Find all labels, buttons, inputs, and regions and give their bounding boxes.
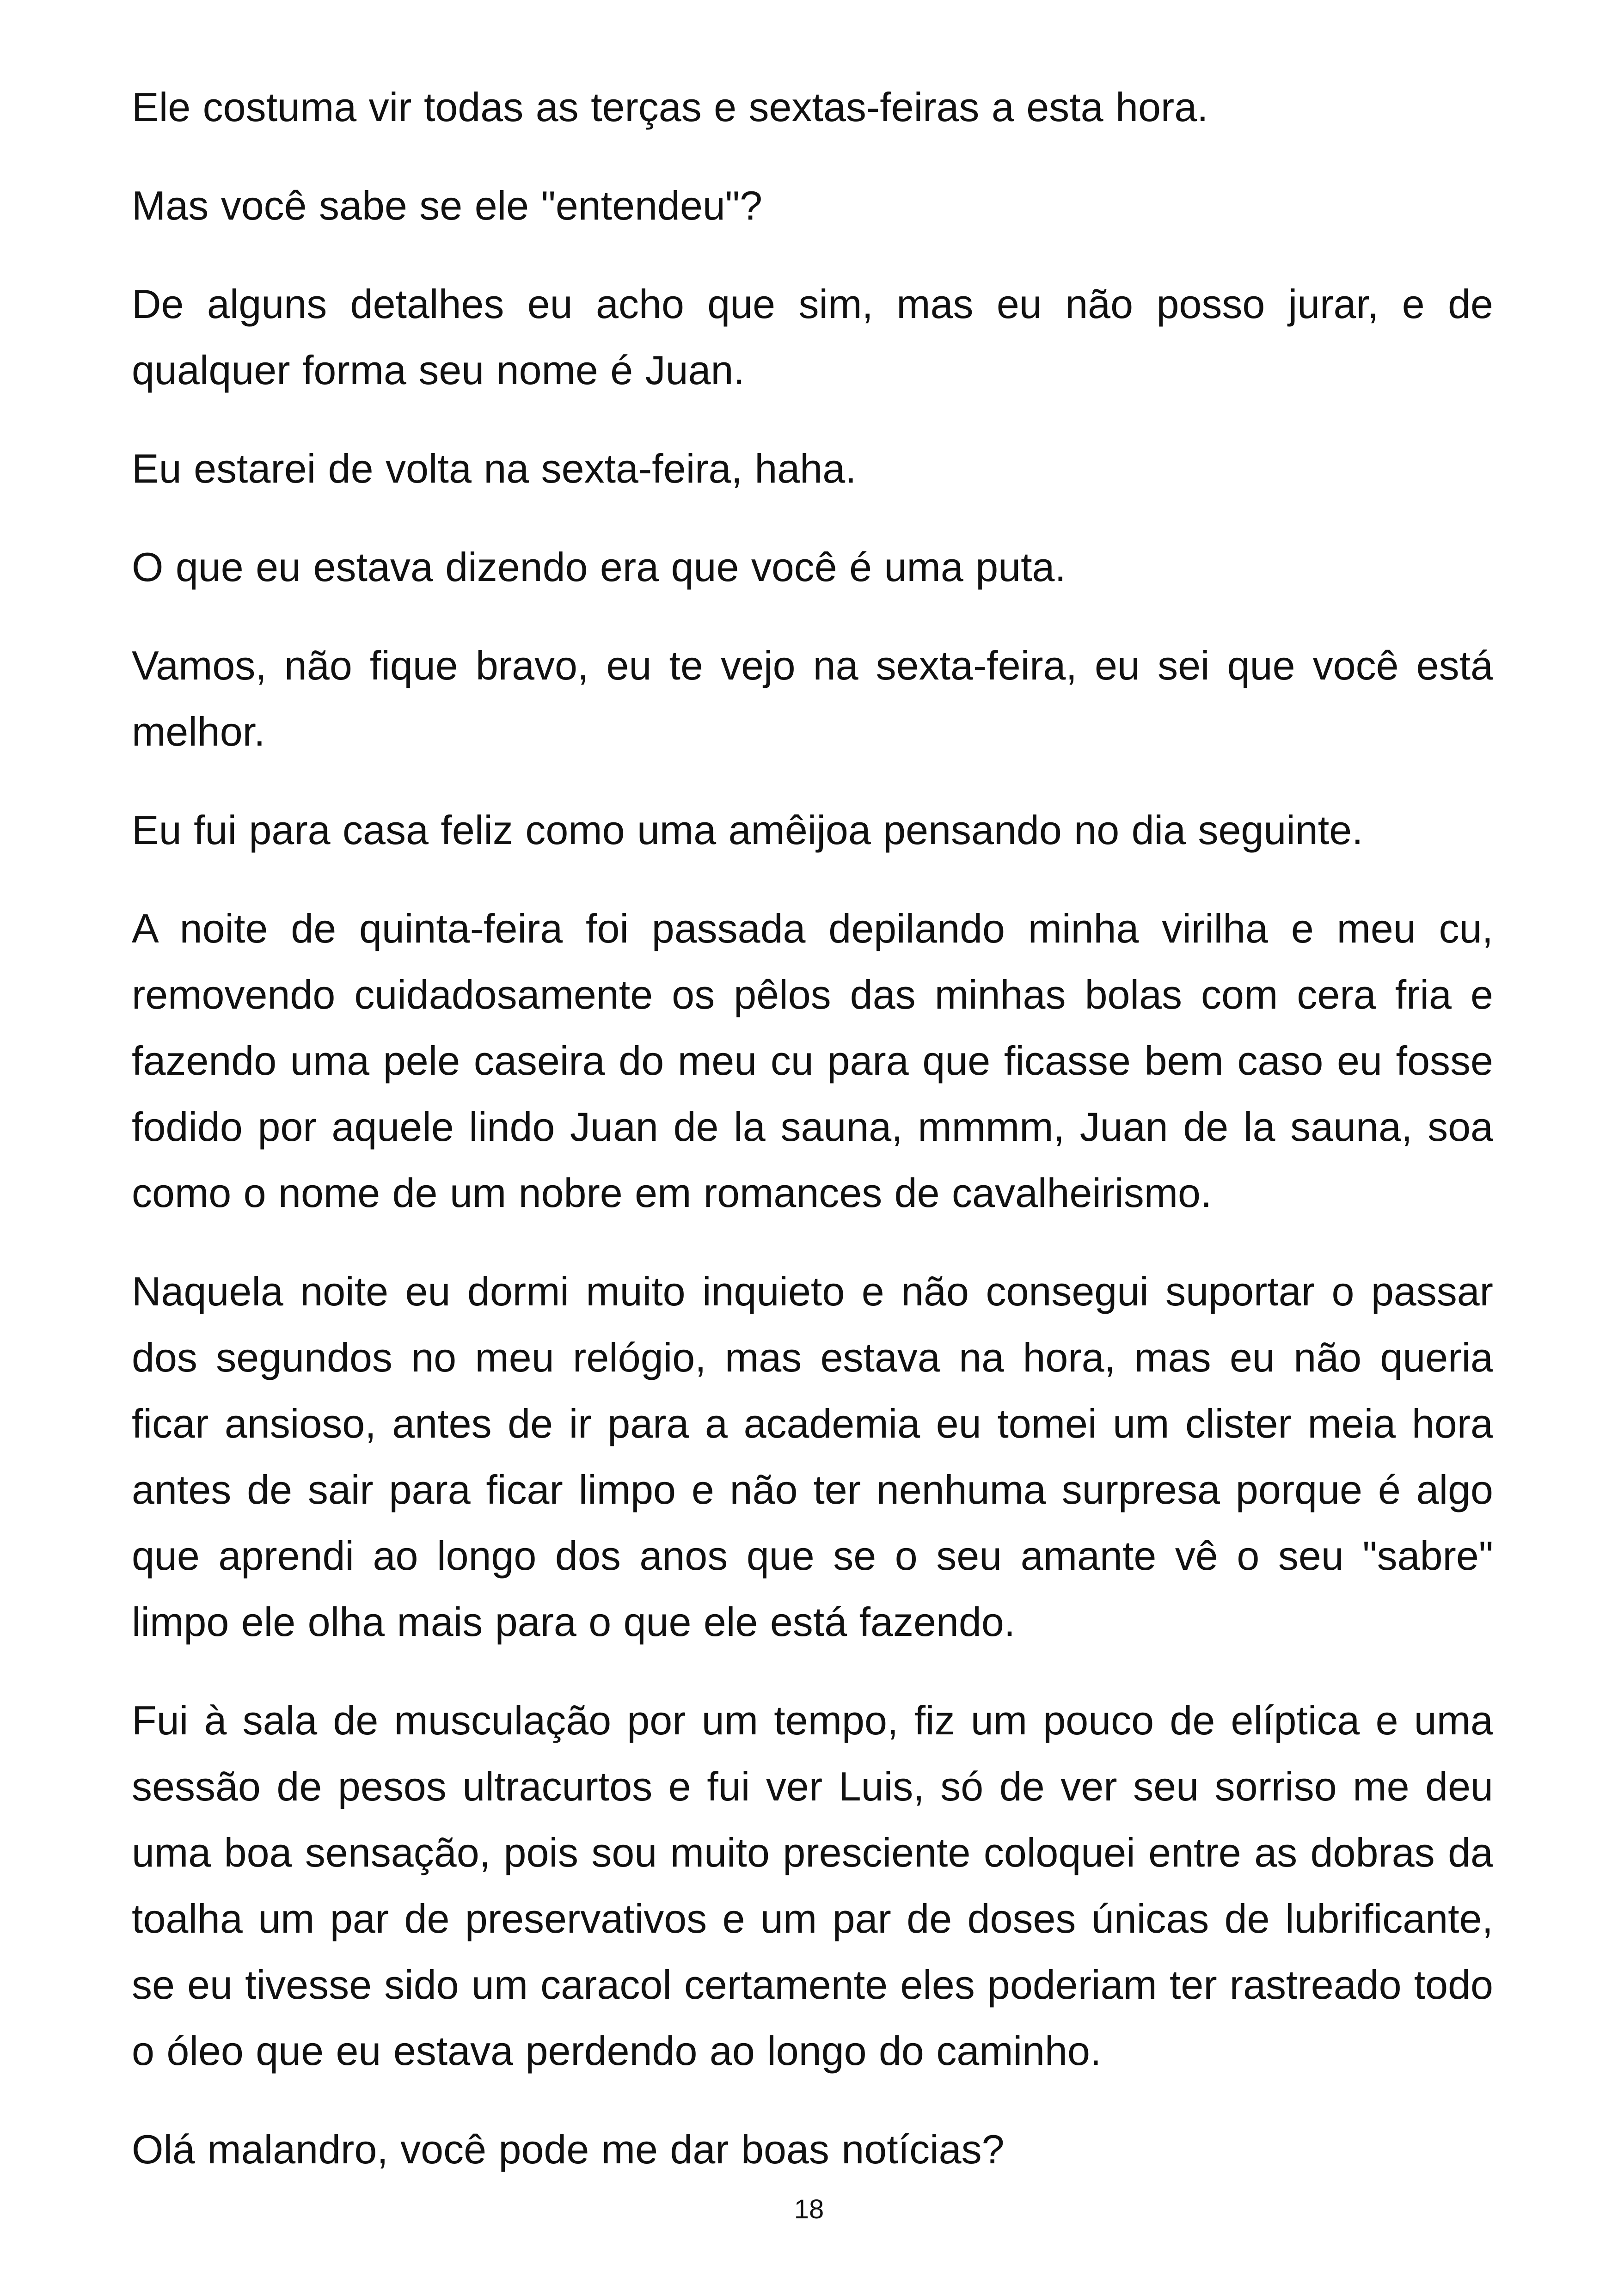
paragraph: Ele costuma vir todas as terças e sextas-feiras a esta hora. [132, 84, 1208, 130]
paragraph: Vamos, não fique bravo, eu te vejo na sexta-feira, eu sei que você está melhor. [132, 643, 1493, 754]
paragraph: Olá malandro, você pode me dar boas notícias? [132, 2126, 1005, 2172]
paragraph: Eu fui para casa feliz como uma amêijoa pensando no dia seguinte. [132, 807, 1363, 853]
paragraph: Fui à sala de musculação por um tempo, fiz um pouco de elíptica e uma sessão de pesos ultracurtos e fui ver Luis, só de ver seu sorriso me deu uma boa sensação, pois sou muito presciente coloquei entre as dobras da toalha um par de preservativos e um par de doses únicas de lubrificante, se eu tivesse sido um caracol certamente eles poderiam ter rastreado todo o óleo que eu estava perdendo ao longo do caminho. [132, 1697, 1493, 2074]
paragraph: Eu estarei de volta na sexta-feira, haha. [132, 446, 857, 491]
paragraph: A noite de quinta-feira foi passada depilando minha virilha e meu cu, removendo cuidadosamente os pêlos das minhas bolas com cera fria e fazendo uma pele caseira do meu cu para que ficasse bem caso eu fosse fodido por aquele lindo Juan de la sauna, mmmm, Juan de la sauna, soa como o nome de um nobre em romances de cavalheirismo. [132, 906, 1493, 1216]
body-text [132, 74, 1493, 2215]
paragraph: Mas você sabe se ele "entendeu"? [132, 183, 763, 228]
paragraph: O que eu estava dizendo era que você é uma puta. [132, 544, 1066, 590]
paragraph: De alguns detalhes eu acho que sim, mas eu não posso jurar, e de qualquer forma seu nome é Juan. [132, 281, 1493, 393]
page-number: 18 [794, 2194, 824, 2224]
paragraph: Naquela noite eu dormi muito inquieto e não consegui suportar o passar dos segundos no meu relógio, mas estava na hora, mas eu não queria ficar ansioso, antes de ir para a academia eu tomei um clister meia hora antes de sair para ficar limpo e não ter nenhuma surpresa porque é algo que aprendi ao longo dos anos que se o seu amante vê o seu "sabre" limpo ele olha mais para o que ele está fazendo. [132, 1268, 1493, 1645]
